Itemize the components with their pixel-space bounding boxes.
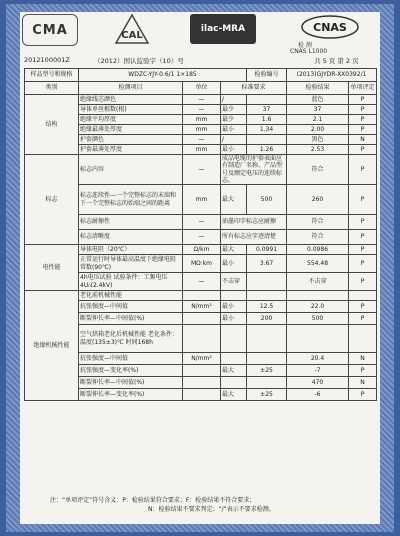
requirement-value-cell: 3.67 — [247, 255, 287, 273]
result-cell: 黑色 — [287, 135, 349, 145]
requirement-value-cell: 1.26 — [247, 145, 287, 155]
unit-cell — [183, 325, 221, 353]
table-row — [25, 245, 377, 255]
requirement-value-cell — [247, 353, 287, 365]
judge-cell: P — [349, 273, 377, 291]
requirement-cell — [221, 377, 247, 389]
report-page — [20, 12, 380, 524]
unit-cell: — — [183, 95, 221, 105]
unit-cell: — — [183, 155, 221, 185]
result-cell: 蓝色 — [287, 95, 349, 105]
unit-cell: mm — [183, 115, 221, 125]
requirement-cell: 最少 — [221, 115, 247, 125]
requirement-value-cell — [247, 135, 287, 145]
page-counter: 共 5 页 第 2 页 — [314, 57, 359, 65]
unit-cell — [183, 291, 221, 301]
item-cell: 绝缘线芯颜色 — [79, 95, 183, 105]
requirement-cell: 最小 — [221, 145, 247, 155]
item-cell: 护套最薄处厚度 — [79, 145, 183, 155]
unit-cell: — — [183, 230, 221, 245]
item-cell: 抗张强度—中间值 — [79, 353, 183, 365]
col-category: 类别 — [25, 82, 79, 95]
requirement-cell: 最小 — [221, 313, 247, 325]
requirement-value-cell: 12.5 — [247, 301, 287, 313]
requirement-value-cell: 200 — [247, 313, 287, 325]
judge-cell: N — [349, 135, 377, 145]
judge-cell: P — [349, 185, 377, 215]
result-cell: 符合 — [287, 215, 349, 230]
item-cell: 标志内容 — [79, 155, 183, 185]
col-item: 检测项目 — [79, 82, 183, 95]
requirement-cell: 最大 — [221, 389, 247, 401]
result-cell: 22.0 — [287, 301, 349, 313]
requirement-cell: 最大 — [221, 245, 247, 255]
result-cell: 554.48 — [287, 255, 349, 273]
result-cell: 470 — [287, 377, 349, 389]
judge-cell: P — [349, 95, 377, 105]
judge-cell: P — [349, 365, 377, 377]
item-cell: 4h电压试验 试验条件：工频电压 4U₀(2.4kV) — [79, 273, 183, 291]
item-cell: 绝缘平均厚度 — [79, 115, 183, 125]
report-number: 2012100001Z — [24, 56, 70, 64]
unit-cell: MΩ·km — [183, 255, 221, 273]
requirement-value-cell: 1.34 — [247, 125, 287, 135]
col-unit: 单位 — [183, 82, 221, 95]
unit-cell — [183, 313, 221, 325]
table-row — [25, 95, 377, 105]
cnas-number: CNAS L1000 — [290, 48, 328, 55]
category-cell: 绝缘机械性能 — [25, 291, 79, 401]
judge-cell: P — [349, 255, 377, 273]
table-body — [25, 95, 377, 401]
category-cell: 电性能 — [25, 245, 79, 291]
sample-model: WDZC-YJY-0.6/1 1×185 — [79, 69, 247, 82]
unit-cell: mm — [183, 145, 221, 155]
requirement-value-cell: ±25 — [247, 389, 287, 401]
requirement-cell: 成品电缆的护套表面应有制造厂名称、产品型号及额定电压的连续标志。 — [221, 155, 287, 185]
judge-cell: P — [349, 245, 377, 255]
column-header-row — [25, 82, 377, 95]
requirement-value-cell — [247, 273, 287, 291]
item-cell: 标志连续性—一个完整标志的末端和下一个完整标志的始端之间的距离 — [79, 185, 183, 215]
item-cell: 护套颜色 — [79, 135, 183, 145]
requirement-value-cell: 500 — [247, 185, 287, 215]
requirement-value-cell — [247, 291, 287, 301]
judge-cell: P — [349, 215, 377, 230]
result-cell: 2.53 — [287, 145, 349, 155]
item-cell: 老化前机械性能 — [79, 291, 183, 301]
unit-cell: — — [183, 135, 221, 145]
item-cell: 导体电阻（20℃） — [79, 245, 183, 255]
unit-cell: Ω/km — [183, 245, 221, 255]
item-cell: 绝缘最薄处厚度 — [79, 125, 183, 135]
item-cell: 标志耐擦性 — [79, 215, 183, 230]
unit-cell: — — [183, 273, 221, 291]
requirement-cell: 最少 — [221, 105, 247, 115]
footnote — [50, 496, 275, 514]
judge-cell — [349, 325, 377, 353]
unit-cell: — — [183, 215, 221, 230]
unit-cell: — — [183, 105, 221, 115]
item-cell: 断裂伸长率—变化率(%) — [79, 389, 183, 401]
result-cell: -6 — [287, 389, 349, 401]
unit-cell — [183, 389, 221, 401]
col-result: 检验结果 — [287, 82, 349, 95]
table-row — [25, 291, 377, 301]
item-cell: 标志清晰度 — [79, 230, 183, 245]
ilac-mra-logo: ilac-MRA — [190, 14, 256, 44]
judge-cell: P — [349, 230, 377, 245]
result-cell — [287, 325, 349, 353]
item-cell: 空气烘箱老化后机械性能 老化条件：温度(135±3)℃ 时间168h — [79, 325, 183, 353]
result-cell: 0.0986 — [287, 245, 349, 255]
result-cell: 37 — [287, 105, 349, 115]
result-cell: 符合 — [287, 230, 349, 245]
judge-cell: P — [349, 313, 377, 325]
col-judge: 单项评定 — [349, 82, 377, 95]
item-cell: 断裂伸长率—中间值(%) — [79, 377, 183, 389]
judge-cell: N — [349, 377, 377, 389]
requirement-value-cell — [247, 377, 287, 389]
unit-cell: N/mm² — [183, 301, 221, 313]
requirement-cell: 所有标志应字迹清楚 — [221, 230, 287, 245]
result-cell: 不击穿 — [287, 273, 349, 291]
judge-cell: P — [349, 155, 377, 185]
requirement-cell: 油墨印字标志应耐擦 — [221, 215, 287, 230]
result-cell: 符合 — [287, 155, 349, 185]
requirement-cell: 不击穿 — [221, 273, 247, 291]
category-cell: 标志 — [25, 155, 79, 245]
requirement-value-cell: 1.6 — [247, 115, 287, 125]
requirement-value-cell: 37 — [247, 105, 287, 115]
result-cell: 260 — [287, 185, 349, 215]
judge-cell: P — [349, 301, 377, 313]
sample-row — [25, 69, 377, 82]
cnas-label: 检 测 — [298, 42, 312, 49]
category-cell: 结构 — [25, 95, 79, 155]
test-results-table — [24, 68, 377, 401]
judge-cell — [349, 291, 377, 301]
test-no-label: 检验编号 — [247, 69, 287, 82]
judge-cell: P — [349, 389, 377, 401]
table-row — [25, 155, 377, 185]
requirement-cell: / — [221, 95, 247, 105]
requirement-cell: / — [221, 135, 247, 145]
requirement-value-cell: ±25 — [247, 365, 287, 377]
judge-cell: P — [349, 115, 377, 125]
requirement-cell — [221, 325, 247, 353]
requirement-cell: 最小 — [221, 125, 247, 135]
unit-cell — [183, 377, 221, 389]
item-cell: 正常运行时导体最高温度下绝缘电阻常数(90℃) — [79, 255, 183, 273]
judge-cell: P — [349, 145, 377, 155]
requirement-cell — [221, 353, 247, 365]
unit-cell: mm — [183, 185, 221, 215]
test-no: (2013)GJYDR-XX0392/1 — [287, 69, 377, 82]
footnote-line2: N：检验结果不要求判定；“/”表示不要求检测。 — [148, 506, 275, 513]
judge-cell: P — [349, 125, 377, 135]
item-cell: 抗张强度—变化率(%) — [79, 365, 183, 377]
item-cell: 抗张强度—中间值 — [79, 301, 183, 313]
requirement-cell: 最小 — [221, 301, 247, 313]
result-cell: -7 — [287, 365, 349, 377]
logo-bar — [20, 12, 380, 56]
cal-logo — [114, 14, 150, 44]
result-cell: 500 — [287, 313, 349, 325]
footnote-line1: 注：“单项评定”符号含义：P：检验结果符合要求；F：检验结果不符合要求； — [50, 497, 256, 504]
result-cell — [287, 291, 349, 301]
requirement-value-cell — [247, 95, 287, 105]
requirement-cell: 最小 — [221, 255, 247, 273]
requirement-cell: 最大 — [221, 185, 247, 215]
requirement-value-cell — [247, 325, 287, 353]
unit-cell — [183, 365, 221, 377]
col-requirement: 标准要求 — [221, 82, 287, 95]
svg-text:CNAS: CNAS — [313, 21, 347, 34]
sample-label: 样品型号和规格 — [25, 69, 79, 82]
cnas-logo — [300, 14, 360, 40]
cert-number: （2012）国认监验字（10）号 — [94, 57, 184, 65]
requirement-value-cell: 0.0991 — [247, 245, 287, 255]
unit-cell: N/mm² — [183, 353, 221, 365]
result-cell: 2.1 — [287, 115, 349, 125]
requirement-cell: 最大 — [221, 365, 247, 377]
cma-logo: CMA — [22, 14, 78, 46]
judge-cell: N — [349, 353, 377, 365]
result-cell: 2.00 — [287, 125, 349, 135]
item-cell: 导体单丝根数(根) — [79, 105, 183, 115]
item-cell: 断裂伸长率—中间值(%) — [79, 313, 183, 325]
result-cell: 20.4 — [287, 353, 349, 365]
judge-cell: P — [349, 105, 377, 115]
requirement-cell — [221, 291, 247, 301]
svg-text:CAL: CAL — [121, 30, 143, 41]
unit-cell: mm — [183, 125, 221, 135]
